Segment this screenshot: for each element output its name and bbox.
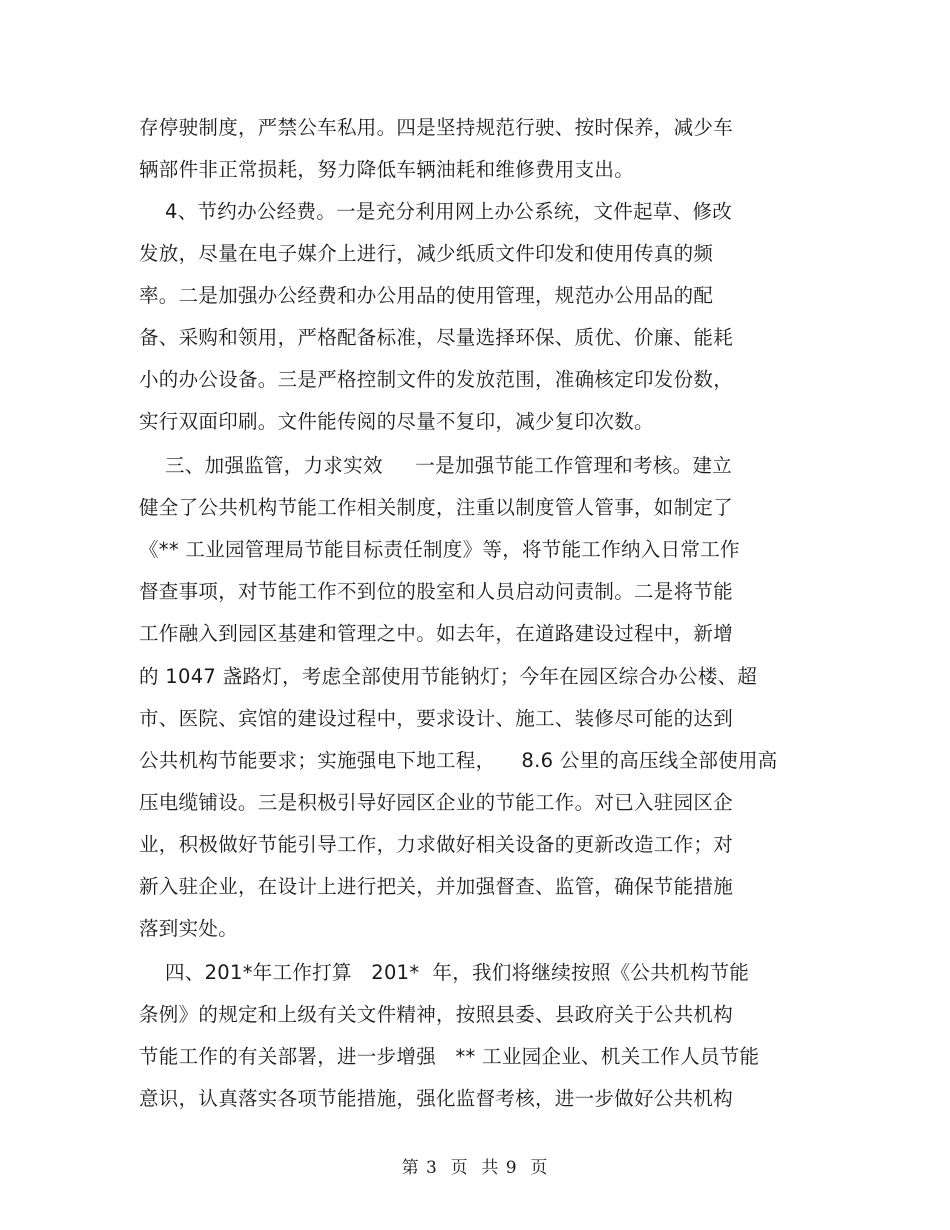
body-text-line: 节能工作的有关部署，进一步增强 ** 工业园企业、机关工作人员节能 <box>139 1045 760 1068</box>
body-text-line: 业，积极做好节能引导工作，力求做好相关设备的更新改造工作；对 <box>139 833 734 856</box>
body-text-line: 备、采购和领用，严格配备标准，尽量选择环保、质优、价廉、能耗 <box>139 326 734 349</box>
body-text-line: 条例》的规定和上级有关文件精神，按照县委、县政府关于公共机构 <box>139 1003 734 1026</box>
page-number-footer: 第 3 页 共 9 页 <box>401 1158 549 1178</box>
body-text-line: 辆部件非正常损耗，努力降低车辆油耗和维修费用支出。 <box>139 158 635 181</box>
section-heading-line: 四、201*年工作打算 201* 年，我们将继续按照《公共机构节能 <box>139 961 750 984</box>
body-text-line: 存停驶制度，严禁公车私用。四是坚持规范行驶、按时保养，减少车 <box>139 116 734 139</box>
body-text-line: 新入驻企业，在设计上进行把关，并加强督查、监管，确保节能措施 <box>139 875 734 898</box>
body-text-line: 发放，尽量在电子媒介上进行，减少纸质文件印发和使用传真的频 <box>139 242 714 265</box>
body-text-line: 小的办公设备。三是严格控制文件的发放范围，准确核定印发份数， <box>139 368 734 391</box>
section-heading-line: 三、加强监管，力求实效 一是加强节能工作管理和考核。建立 <box>139 454 733 477</box>
body-text-line: 督查事项，对节能工作不到位的股室和人员启动问责制。二是将节能 <box>139 580 734 603</box>
body-text-line: 的 1047 盏路灯，考虑全部使用节能钠灯；今年在园区综合办公楼、超 <box>139 665 758 688</box>
body-text-line: 公共机构节能要求；实施强电下地工程， 8.6 公里的高压线全部使用高 <box>139 749 778 772</box>
body-text-line: 市、医院、宾馆的建设过程中，要求设计、施工、装修尽可能的达到 <box>139 707 734 730</box>
body-text-line: 落到实处。 <box>139 917 239 940</box>
body-text-line: 率。二是加强办公经费和办公用品的使用管理，规范办公用品的配 <box>139 284 714 307</box>
body-text-line: 4、节约办公经费。一是充分利用网上办公系统，文件起草、修改 <box>139 200 733 223</box>
body-text-line: 实行双面印刷。文件能传阅的尽量不复印，减少复印次数。 <box>139 410 654 433</box>
body-text-line: 工作融入到园区基建和管理之中。如去年，在道路建设过程中，新增 <box>139 622 734 645</box>
body-text-line: 压电缆铺设。三是积极引导好园区企业的节能工作。对已入驻园区企 <box>139 791 734 814</box>
body-text-line: 健全了公共机构节能工作相关制度，注重以制度管人管事，如制定了 <box>139 496 734 519</box>
body-text-line: 意识，认真落实各项节能措施，强化监督考核，进一步做好公共机构 <box>139 1087 734 1110</box>
body-text-line: 《** 工业园管理局节能目标责任制度》等，将节能工作纳入日常工作 <box>139 538 740 561</box>
